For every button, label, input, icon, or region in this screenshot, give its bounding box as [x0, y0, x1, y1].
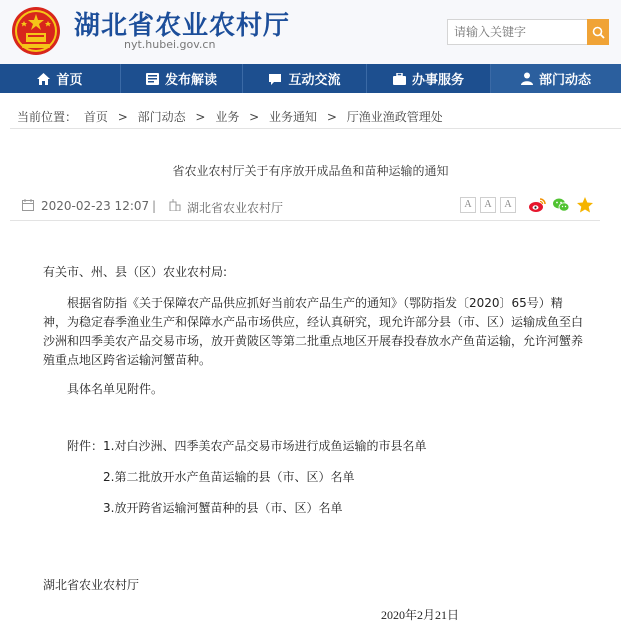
article-date: 2020-02-23 12:07	[41, 199, 150, 213]
article-paragraph: 根据省防指《关于保障农产品供应抓好当前农产品生产的通知》（鄂防指发〔2020〕65号）精神，为稳定春季渔业生产和保障水产品市场供应，经认真研究，现允许部分县（市、区）运输成鱼至白沙洲和四季美农产品交易市场，放开黄陂区等第二批重点地区开展春投春放水产鱼苗运输，允许河蟹养殖重点地区跨省运输河蟹苗种。	[43, 296, 584, 367]
breadcrumb-item-dept-news[interactable]: 部门动态	[137, 110, 186, 124]
article-sign-date: 2020年2月21日	[381, 608, 460, 622]
breadcrumb-separator: >	[117, 110, 128, 124]
meta-divider: |	[152, 199, 157, 213]
font-size-small-button[interactable]: A	[500, 197, 516, 213]
site-url: nyt.hubei.gov.cn	[124, 38, 216, 51]
nav-item-home[interactable]	[0, 64, 120, 93]
nav-label: 办事服务	[411, 73, 464, 88]
nav-label: 部门动态	[538, 73, 591, 88]
nav-item-interact[interactable]	[243, 64, 366, 93]
font-size-large-button[interactable]: A	[460, 197, 476, 213]
breadcrumb-separator: >	[326, 110, 337, 124]
attachment-link-1[interactable]: 1.对白沙洲、四季美农产品交易市场进行成鱼运输的市县名单	[103, 439, 427, 453]
weibo-icon[interactable]	[528, 196, 546, 214]
breadcrumb-separator: >	[195, 110, 206, 124]
breadcrumb-prefix: 当前位置：	[17, 110, 78, 124]
nav-item-publish[interactable]	[121, 64, 242, 93]
building-icon	[169, 199, 181, 211]
nav-item-dept-news[interactable]	[491, 64, 621, 93]
attachment-link-3[interactable]: 3.放开跨省运输河蟹苗种的县（市、区）名单	[103, 501, 343, 515]
nav-label: 发布解读	[164, 73, 217, 88]
wechat-icon[interactable]	[552, 196, 570, 214]
article-title: 省农业农村厅关于有序放开成品鱼和苗种运输的通知	[172, 164, 449, 178]
person-icon	[521, 72, 533, 85]
article-meta	[10, 191, 600, 221]
search-button[interactable]	[587, 19, 609, 45]
breadcrumb-item-home[interactable]: 首页	[83, 110, 108, 124]
breadcrumb-item-fishery-office[interactable]: 厅渔业渔政管理处	[346, 110, 443, 124]
breadcrumb	[17, 108, 446, 125]
calendar-icon	[22, 199, 34, 211]
breadcrumb-item-business[interactable]: 业务	[215, 110, 240, 124]
font-size-medium-button[interactable]: A	[480, 197, 496, 213]
breadcrumb-separator: >	[249, 110, 260, 124]
article-salutation: 有关市、州、县（区）农业农村局:	[43, 265, 228, 279]
favorite-star-icon[interactable]	[576, 196, 594, 214]
divider	[10, 128, 621, 129]
nav-item-service[interactable]	[367, 64, 490, 93]
search-input[interactable]	[454, 21, 581, 43]
national-emblem-icon	[10, 5, 62, 57]
chat-icon	[268, 73, 282, 85]
attachment-link-2[interactable]: 2.第二批放开水产鱼苗运输的县（市、区）名单	[103, 470, 355, 484]
article-source: 湖北省农业农村厅	[187, 201, 284, 215]
search-icon	[592, 26, 605, 39]
main-nav	[0, 64, 621, 93]
nav-label: 首页	[56, 73, 83, 88]
attachments-label: 附件：	[67, 439, 104, 453]
site-header	[0, 0, 621, 64]
breadcrumb-item-business-notice[interactable]: 业务通知	[269, 110, 318, 124]
search-box[interactable]	[447, 19, 587, 45]
service-icon	[393, 73, 406, 85]
article-signature: 湖北省农业农村厅	[43, 578, 140, 592]
publish-icon	[146, 73, 159, 85]
nav-label: 互动交流	[288, 73, 341, 88]
home-icon	[37, 73, 50, 85]
article-details: 具体名单见附件。	[67, 382, 164, 396]
site-title[interactable]: 湖北省农业农村厅	[74, 11, 291, 41]
